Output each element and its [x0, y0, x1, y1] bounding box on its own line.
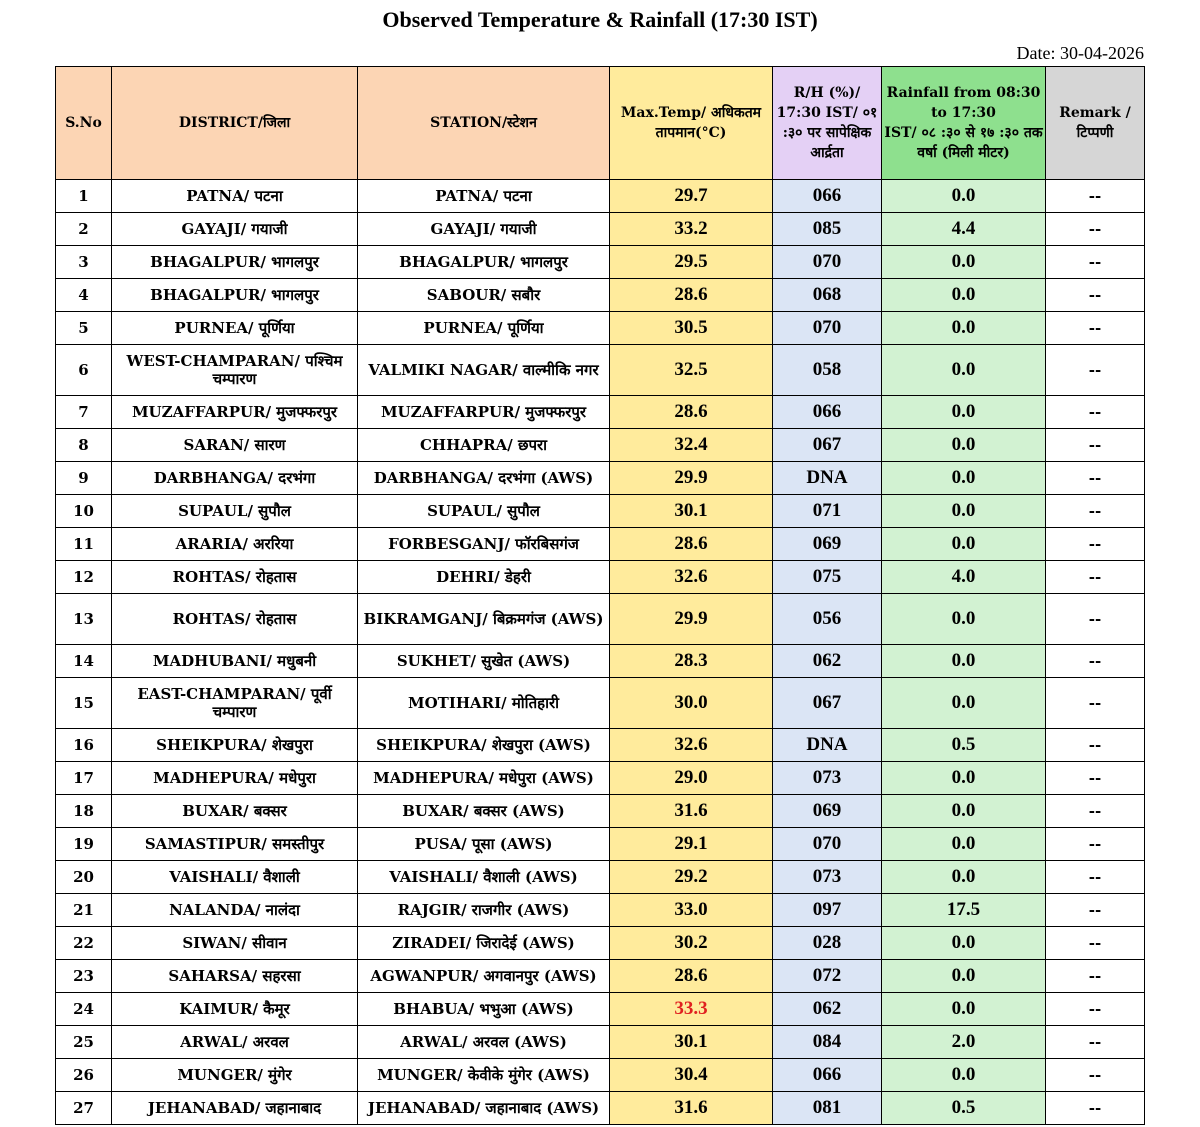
cell-district: PATNA/ पटना [112, 180, 358, 213]
cell-station: MUNGER/ केवीके मुंगेर (AWS) [358, 1059, 610, 1092]
cell-district: PURNEA/ पूर्णिया [112, 312, 358, 345]
cell-district: EAST-CHAMPARAN/ पूर्वी चम्पारण [112, 678, 358, 729]
cell-station: BHABUA/ भभुआ (AWS) [358, 993, 610, 1026]
cell-rainfall: 0.0 [882, 927, 1046, 960]
cell-district: BUXAR/ बक्सर [112, 795, 358, 828]
cell-rh: 071 [773, 495, 882, 528]
header-rainfall-hi: IST/ ०८ :३० से १७ :३० तक वर्षा (मिली मीटर) [884, 125, 1043, 161]
cell-sno: 7 [56, 396, 112, 429]
table-row [56, 1026, 1145, 1059]
cell-sno: 18 [56, 795, 112, 828]
table-row [56, 762, 1145, 795]
cell-max-temp: 29.0 [610, 762, 773, 795]
table-row [56, 279, 1145, 312]
cell-district: ROHTAS/ रोहतास [112, 594, 358, 645]
cell-rh: 066 [773, 180, 882, 213]
cell-rainfall: 0.0 [882, 429, 1046, 462]
cell-remark: -- [1046, 462, 1145, 495]
cell-rh: 062 [773, 993, 882, 1026]
header-district: DISTRICT/जिला [112, 67, 358, 180]
table-row [56, 1092, 1145, 1125]
header-sno: S.No [56, 67, 112, 180]
cell-rh: 084 [773, 1026, 882, 1059]
table-row [56, 993, 1145, 1026]
cell-station: SABOUR/ सबौर [358, 279, 610, 312]
cell-sno: 9 [56, 462, 112, 495]
cell-max-temp: 30.1 [610, 495, 773, 528]
cell-remark: -- [1046, 795, 1145, 828]
cell-district: SARAN/ सारण [112, 429, 358, 462]
cell-district: VAISHALI/ वैशाली [112, 861, 358, 894]
cell-station: MOTIHARI/ मोतिहारी [358, 678, 610, 729]
table-row [56, 960, 1145, 993]
cell-max-temp: 28.6 [610, 279, 773, 312]
table-row [56, 729, 1145, 762]
cell-sno: 16 [56, 729, 112, 762]
cell-sno: 25 [56, 1026, 112, 1059]
cell-district: MUZAFFARPUR/ मुजफ्फरपुर [112, 396, 358, 429]
cell-district: MUNGER/ मुंगेर [112, 1059, 358, 1092]
cell-rainfall: 0.0 [882, 645, 1046, 678]
cell-remark: -- [1046, 993, 1145, 1026]
cell-rainfall: 0.0 [882, 312, 1046, 345]
cell-district: WEST-CHAMPARAN/ पश्चिम चम्पारण [112, 345, 358, 396]
cell-district: SIWAN/ सीवान [112, 927, 358, 960]
cell-station: ZIRADEI/ जिरादेई (AWS) [358, 927, 610, 960]
cell-rainfall: 0.0 [882, 279, 1046, 312]
cell-max-temp: 30.1 [610, 1026, 773, 1059]
table-row [56, 180, 1145, 213]
table-row [56, 495, 1145, 528]
cell-max-temp: 30.2 [610, 927, 773, 960]
table-row [56, 894, 1145, 927]
table-row [56, 345, 1145, 396]
cell-district: MADHEPURA/ मधेपुरा [112, 762, 358, 795]
cell-remark: -- [1046, 396, 1145, 429]
cell-max-temp: 28.6 [610, 396, 773, 429]
cell-remark: -- [1046, 561, 1145, 594]
cell-district: NALANDA/ नालंदा [112, 894, 358, 927]
header-remark: Remark / टिप्पणी [1046, 67, 1145, 180]
cell-remark: -- [1046, 528, 1145, 561]
cell-district: BHAGALPUR/ भागलपुर [112, 246, 358, 279]
cell-sno: 26 [56, 1059, 112, 1092]
cell-station: FORBESGANJ/ फॉरबिसगंज [358, 528, 610, 561]
table-row [56, 678, 1145, 729]
cell-sno: 17 [56, 762, 112, 795]
cell-rainfall: 0.0 [882, 960, 1046, 993]
table-row [56, 828, 1145, 861]
cell-rainfall: 0.0 [882, 1059, 1046, 1092]
cell-remark: -- [1046, 960, 1145, 993]
cell-station: SUPAUL/ सुपौल [358, 495, 610, 528]
cell-sno: 10 [56, 495, 112, 528]
header-rainfall [882, 67, 1046, 180]
cell-rh: 072 [773, 960, 882, 993]
cell-rainfall: 0.0 [882, 762, 1046, 795]
cell-remark: -- [1046, 279, 1145, 312]
cell-district: KAIMUR/ कैमूर [112, 993, 358, 1026]
cell-max-temp: 28.6 [610, 528, 773, 561]
cell-sno: 27 [56, 1092, 112, 1125]
cell-remark: -- [1046, 312, 1145, 345]
cell-district: BHAGALPUR/ भागलपुर [112, 279, 358, 312]
cell-rainfall: 0.5 [882, 1092, 1046, 1125]
cell-rh: 056 [773, 594, 882, 645]
cell-rainfall: 0.0 [882, 246, 1046, 279]
cell-max-temp: 33.0 [610, 894, 773, 927]
cell-rainfall: 0.0 [882, 396, 1046, 429]
cell-max-temp: 30.0 [610, 678, 773, 729]
cell-remark: -- [1046, 246, 1145, 279]
cell-station: PURNEA/ पूर्णिया [358, 312, 610, 345]
cell-remark: -- [1046, 1026, 1145, 1059]
cell-remark: -- [1046, 927, 1145, 960]
cell-station: JEHANABAD/ जहानाबाद (AWS) [358, 1092, 610, 1125]
cell-station: SUKHET/ सुखेत (AWS) [358, 645, 610, 678]
table-row [56, 861, 1145, 894]
cell-max-temp: 32.5 [610, 345, 773, 396]
cell-sno: 2 [56, 213, 112, 246]
observation-table [55, 66, 1145, 1125]
cell-sno: 3 [56, 246, 112, 279]
page-title: Observed Temperature & Rainfall (17:30 IST) [382, 7, 818, 32]
cell-max-temp: 29.9 [610, 594, 773, 645]
cell-district: SAHARSA/ सहरसा [112, 960, 358, 993]
cell-station: VAISHALI/ वैशाली (AWS) [358, 861, 610, 894]
cell-station: SHEIKPURA/ शेखपुरा (AWS) [358, 729, 610, 762]
cell-rainfall: 0.5 [882, 729, 1046, 762]
cell-rh: 085 [773, 213, 882, 246]
header-rh: R/H (%)/ 17:30 IST/ ०१ :३० पर सापेक्षिक आर्द्रता [773, 67, 882, 180]
cell-sno: 11 [56, 528, 112, 561]
cell-max-temp: 31.6 [610, 795, 773, 828]
cell-remark: -- [1046, 594, 1145, 645]
cell-remark: -- [1046, 1092, 1145, 1125]
cell-rainfall: 0.0 [882, 861, 1046, 894]
cell-max-temp: 30.5 [610, 312, 773, 345]
header-rainfall-en: Rainfall from 08:30 to 17:30 [886, 85, 1041, 121]
cell-district: MADHUBANI/ मधुबनी [112, 645, 358, 678]
cell-rainfall: 4.4 [882, 213, 1046, 246]
cell-sno: 14 [56, 645, 112, 678]
cell-max-temp: 28.6 [610, 960, 773, 993]
cell-station: VALMIKI NAGAR/ वाल्मीकि नगर [358, 345, 610, 396]
cell-remark: -- [1046, 1059, 1145, 1092]
cell-district: SUPAUL/ सुपौल [112, 495, 358, 528]
table-row [56, 561, 1145, 594]
cell-max-temp: 32.4 [610, 429, 773, 462]
cell-district: JEHANABAD/ जहानाबाद [112, 1092, 358, 1125]
cell-rh: 058 [773, 345, 882, 396]
cell-remark: -- [1046, 729, 1145, 762]
cell-max-temp: 29.7 [610, 180, 773, 213]
cell-rh: DNA [773, 462, 882, 495]
cell-rainfall: 0.0 [882, 345, 1046, 396]
cell-sno: 19 [56, 828, 112, 861]
cell-rh: 070 [773, 312, 882, 345]
table-header-row [56, 67, 1145, 180]
cell-district: SAMASTIPUR/ समस्तीपुर [112, 828, 358, 861]
cell-remark: -- [1046, 678, 1145, 729]
cell-rainfall: 17.5 [882, 894, 1046, 927]
cell-station: BHAGALPUR/ भागलपुर [358, 246, 610, 279]
cell-rainfall: 0.0 [882, 180, 1046, 213]
table-row [56, 594, 1145, 645]
cell-sno: 23 [56, 960, 112, 993]
cell-rh: 067 [773, 429, 882, 462]
table-row [56, 246, 1145, 279]
cell-station: ARWAL/ अरवल (AWS) [358, 1026, 610, 1059]
cell-rainfall: 4.0 [882, 561, 1046, 594]
cell-max-temp: 32.6 [610, 561, 773, 594]
cell-max-temp: 32.6 [610, 729, 773, 762]
cell-sno: 4 [56, 279, 112, 312]
table-row [56, 396, 1145, 429]
cell-max-temp: 33.3 [610, 993, 773, 1026]
cell-max-temp: 33.2 [610, 213, 773, 246]
cell-sno: 15 [56, 678, 112, 729]
cell-rainfall: 0.0 [882, 594, 1046, 645]
header-max-temp: Max.Temp/ अधिकतम तापमान(°C) [610, 67, 773, 180]
cell-remark: -- [1046, 345, 1145, 396]
cell-remark: -- [1046, 180, 1145, 213]
cell-station: PUSA/ पूसा (AWS) [358, 828, 610, 861]
cell-station: BUXAR/ बक्सर (AWS) [358, 795, 610, 828]
cell-station: GAYAJI/ गयाजी [358, 213, 610, 246]
cell-remark: -- [1046, 861, 1145, 894]
cell-max-temp: 29.1 [610, 828, 773, 861]
cell-rh: 067 [773, 678, 882, 729]
cell-rh: 070 [773, 246, 882, 279]
cell-station: CHHAPRA/ छपरा [358, 429, 610, 462]
cell-rainfall: 0.0 [882, 993, 1046, 1026]
cell-rainfall: 0.0 [882, 495, 1046, 528]
cell-station: DARBHANGA/ दरभंगा (AWS) [358, 462, 610, 495]
table-row [56, 429, 1145, 462]
cell-rainfall: 0.0 [882, 462, 1046, 495]
cell-rainfall: 0.0 [882, 528, 1046, 561]
table-row [56, 1059, 1145, 1092]
cell-rh: 068 [773, 279, 882, 312]
cell-district: SHEIKPURA/ शेखपुरा [112, 729, 358, 762]
table-row [56, 312, 1145, 345]
cell-district: ARARIA/ अररिया [112, 528, 358, 561]
header-station: STATION/स्टेशन [358, 67, 610, 180]
cell-max-temp: 29.5 [610, 246, 773, 279]
cell-sno: 13 [56, 594, 112, 645]
cell-max-temp: 30.4 [610, 1059, 773, 1092]
cell-rh: 073 [773, 861, 882, 894]
table-row [56, 213, 1145, 246]
cell-max-temp: 28.3 [610, 645, 773, 678]
cell-sno: 6 [56, 345, 112, 396]
cell-rh: 066 [773, 1059, 882, 1092]
cell-station: RAJGIR/ राजगीर (AWS) [358, 894, 610, 927]
cell-rh: 066 [773, 396, 882, 429]
cell-remark: -- [1046, 894, 1145, 927]
cell-max-temp: 29.2 [610, 861, 773, 894]
cell-remark: -- [1046, 429, 1145, 462]
cell-rainfall: 0.0 [882, 678, 1046, 729]
cell-rh: 069 [773, 795, 882, 828]
table-row [56, 645, 1145, 678]
cell-station: PATNA/ पटना [358, 180, 610, 213]
cell-district: GAYAJI/ गयाजी [112, 213, 358, 246]
table-row [56, 528, 1145, 561]
cell-district: ROHTAS/ रोहतास [112, 561, 358, 594]
cell-district: DARBHANGA/ दरभंगा [112, 462, 358, 495]
cell-rh: DNA [773, 729, 882, 762]
cell-rh: 069 [773, 528, 882, 561]
cell-station: BIKRAMGANJ/ बिक्रमगंज (AWS) [358, 594, 610, 645]
cell-rh: 097 [773, 894, 882, 927]
cell-sno: 8 [56, 429, 112, 462]
cell-remark: -- [1046, 213, 1145, 246]
cell-station: MUZAFFARPUR/ मुजफ्फरपुर [358, 396, 610, 429]
cell-rainfall: 0.0 [882, 828, 1046, 861]
cell-rh: 028 [773, 927, 882, 960]
cell-sno: 21 [56, 894, 112, 927]
cell-max-temp: 29.9 [610, 462, 773, 495]
cell-station: AGWANPUR/ अगवानपुर (AWS) [358, 960, 610, 993]
cell-district: ARWAL/ अरवल [112, 1026, 358, 1059]
cell-remark: -- [1046, 495, 1145, 528]
cell-station: MADHEPURA/ मधेपुरा (AWS) [358, 762, 610, 795]
report-date: Date: 30-04-2026 [1016, 43, 1144, 63]
cell-rh: 073 [773, 762, 882, 795]
cell-sno: 20 [56, 861, 112, 894]
cell-sno: 1 [56, 180, 112, 213]
cell-sno: 24 [56, 993, 112, 1026]
cell-sno: 22 [56, 927, 112, 960]
cell-remark: -- [1046, 762, 1145, 795]
cell-rh: 062 [773, 645, 882, 678]
table-row [56, 795, 1145, 828]
table-row [56, 927, 1145, 960]
cell-rainfall: 0.0 [882, 795, 1046, 828]
cell-rh: 075 [773, 561, 882, 594]
cell-remark: -- [1046, 828, 1145, 861]
cell-max-temp: 31.6 [610, 1092, 773, 1125]
cell-remark: -- [1046, 645, 1145, 678]
cell-sno: 12 [56, 561, 112, 594]
cell-rh: 081 [773, 1092, 882, 1125]
cell-rh: 070 [773, 828, 882, 861]
cell-sno: 5 [56, 312, 112, 345]
cell-rainfall: 2.0 [882, 1026, 1046, 1059]
cell-station: DEHRI/ डेहरी [358, 561, 610, 594]
table-row [56, 462, 1145, 495]
